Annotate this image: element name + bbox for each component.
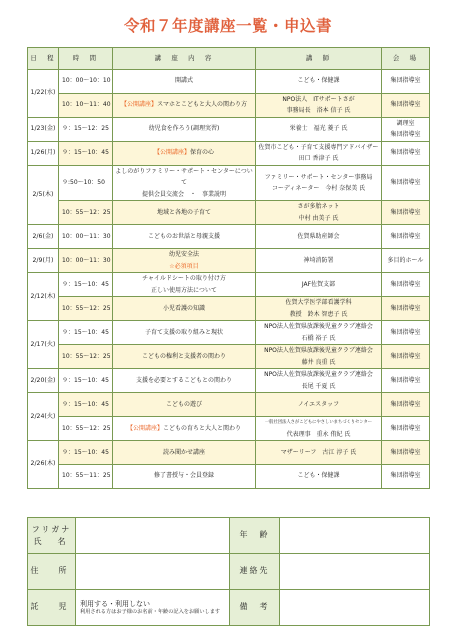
instructor-cell: 神埼消防署: [256, 249, 382, 273]
header-instructor: 講 師: [256, 48, 382, 70]
course-cell: チャイルドシートの取り付け方 正しい使用方法について: [113, 273, 256, 297]
header-time: 時 間: [59, 48, 113, 70]
instructor-cell: こども・保健課: [256, 465, 382, 489]
time-cell: ９：15～10：45: [59, 393, 113, 417]
address-field[interactable]: [76, 554, 230, 590]
time-cell: 10：10～11：40: [59, 93, 113, 117]
venue-cell: 集団指導室: [382, 417, 430, 441]
venue-cell: 集団指導室: [382, 70, 430, 94]
instructor-cell: 佐賀市こども・子育て支援専門アドバイザー 田口 香津子 氏: [256, 141, 382, 165]
instructor-cell: NPO法人佐賀県放課後児童クラブ連絡会 藤井 良重 氏: [256, 345, 382, 369]
childcare-option[interactable]: 利用する・利用しない: [80, 599, 150, 608]
course-cell: 幼児食を作ろう(調理実習): [113, 117, 256, 141]
venue-cell: 集団指導室: [382, 297, 430, 321]
schedule-table: [27, 47, 430, 489]
course-cell: こどもの権利と支援者の関わり: [113, 345, 256, 369]
time-cell: 10：55～12：25: [59, 297, 113, 321]
contact-field[interactable]: [280, 554, 430, 590]
course-cell: 【公開講座】保育の心: [113, 141, 256, 165]
venue-cell: 集団指導室: [382, 141, 430, 165]
date-cell: 2/20(金): [28, 369, 59, 393]
form-row-address: [28, 554, 430, 590]
header-course: 講 座 内 容: [113, 48, 256, 70]
venue-cell: 集団指導室: [382, 393, 430, 417]
table-row: [28, 141, 430, 165]
address-label: 住 所: [28, 554, 76, 590]
course-cell: こどもの遊び: [113, 393, 256, 417]
course-cell: 支援を必要とするこどもとの関わり: [113, 369, 256, 393]
date-cell: 2/26(木): [28, 441, 59, 489]
public-lecture-tag: 【公開講座】: [153, 149, 190, 157]
remarks-field[interactable]: [280, 590, 430, 626]
instructor-cell: さが多胎ネット 中村 由美子 氏: [256, 201, 382, 225]
table-row: [28, 117, 430, 141]
instructor-cell: ファミリー・サポート・センター事務局 コーディネーター 今村 奈保美 氏: [256, 165, 382, 201]
instructor-cell: 一般社団法人さがこどもにやさしいまちづくりセンター 代表理事 重永 侑紀 氏: [256, 417, 382, 441]
age-label: 年 齢: [230, 518, 280, 554]
date-cell: 2/17(火): [28, 321, 59, 369]
time-cell: ９：15～10：45: [59, 369, 113, 393]
course-cell: 修了書授与・会員登録: [113, 465, 256, 489]
public-lecture-tag: 【公開講座】: [126, 424, 163, 432]
course-cell: よしのがりファミリー・サポート・センターについて 提供会員交流会 ・ 事業説明: [113, 165, 256, 201]
page-title: 令和７年度講座一覧・申込書: [123, 17, 332, 35]
time-cell: 10：00～10：10: [59, 70, 113, 94]
course-cell: 読み聞かせ講座: [113, 441, 256, 465]
table-row: [28, 441, 430, 465]
time-cell: ９：15～10：45: [59, 321, 113, 345]
time-cell: ９：15～10：45: [59, 441, 113, 465]
childcare-field[interactable]: [76, 590, 230, 626]
course-cell: 【公開講座】こどもの育ちと大人と関わり: [113, 417, 256, 441]
table-row: [28, 273, 430, 297]
table-row: [28, 465, 430, 489]
time-cell: 10：55～11：25: [59, 465, 113, 489]
venue-cell: 集団指導室: [382, 321, 430, 345]
instructor-cell: NPO法人 ITサポートさが 事務局長 浴本 信子 氏: [256, 93, 382, 117]
venue-cell: 調理室 集団指導室: [382, 117, 430, 141]
time-cell: ９:50～10：50: [59, 165, 113, 201]
public-lecture-tag: 【公開講座】: [121, 101, 158, 109]
venue-cell: 集団指導室: [382, 441, 430, 465]
table-row: [28, 369, 430, 393]
date-cell: 2/24(火): [28, 393, 59, 441]
venue-cell: 集団指導室: [382, 273, 430, 297]
schedule-header-row: [28, 48, 430, 70]
date-cell: 2/9(月): [28, 249, 59, 273]
time-cell: ９：15～12：25: [59, 117, 113, 141]
date-cell: 2/5(木): [28, 165, 59, 225]
date-cell: 2/6(金): [28, 225, 59, 249]
remarks-label: 備 考: [230, 590, 280, 626]
instructor-cell: NPO法人佐賀県放課後児童クラブ連絡会 長尾 千夏 氏: [256, 369, 382, 393]
instructor-cell: 栄養士 福光 菱子 氏: [256, 117, 382, 141]
venue-cell: 多目的ホール: [382, 249, 430, 273]
age-field[interactable]: [280, 518, 430, 554]
course-cell: こどものお世話と母親支援: [113, 225, 256, 249]
time-cell: 10：00～11：30: [59, 225, 113, 249]
course-cell: 幼児安全法 ☆必須項目: [113, 249, 256, 273]
venue-cell: 集団指導室: [382, 93, 430, 117]
table-row: [28, 70, 430, 94]
venue-cell: 集団指導室: [382, 225, 430, 249]
table-row: [28, 165, 430, 201]
table-row: [28, 321, 430, 345]
time-cell: ９：15～10：45: [59, 273, 113, 297]
instructor-cell: NPO法人佐賀県放課後児童クラブ連絡会 石橋 裕子 氏: [256, 321, 382, 345]
course-cell: 子育て支援の取り組みと現状: [113, 321, 256, 345]
course-cell: 開講式: [113, 70, 256, 94]
childcare-label: 託 児: [28, 590, 76, 626]
date-cell: 1/26(月): [28, 141, 59, 165]
time-cell: 10：55～12：25: [59, 201, 113, 225]
time-cell: 10：55～12：25: [59, 417, 113, 441]
contact-label: 連絡先: [230, 554, 280, 590]
table-row: [28, 93, 430, 117]
table-row: [28, 225, 430, 249]
table-row: [28, 417, 430, 441]
time-cell: 10：55～12：25: [59, 345, 113, 369]
instructor-cell: ノイエスタッフ: [256, 393, 382, 417]
form-row-childcare: [28, 590, 430, 626]
course-cell: 地域と各地の子育て: [113, 201, 256, 225]
time-cell: ９：15～10：45: [59, 141, 113, 165]
date-cell: 2/12(木): [28, 273, 59, 321]
instructor-cell: JAF佐賀支部: [256, 273, 382, 297]
course-cell: 小児看護の知識: [113, 297, 256, 321]
required-tag: ☆必須項目: [169, 262, 199, 270]
venue-cell: 集団指導室: [382, 345, 430, 369]
date-cell: 1/22(水): [28, 70, 59, 118]
venue-cell: 集団指導室: [382, 465, 430, 489]
course-cell: 【公開講座】スマホとこどもと大人の関わり方: [113, 93, 256, 117]
header-venue: 会 場: [382, 48, 430, 70]
name-label: フリガナ 氏 名: [28, 518, 76, 554]
childcare-note: 利用される方はお子様のお名前・年齢の記入をお願いします: [80, 608, 221, 615]
venue-cell: 集団指導室: [382, 369, 430, 393]
name-field[interactable]: [76, 518, 230, 554]
table-row: [28, 249, 430, 273]
instructor-cell: マザーリーフ 古江 淳子 氏: [256, 441, 382, 465]
application-form: [27, 517, 430, 626]
table-row: [28, 345, 430, 369]
table-row: [28, 393, 430, 417]
instructor-cell: 佐賀大学医学部看護学科 教授 鈴木 智恵子 氏: [256, 297, 382, 321]
date-cell: 1/23(金): [28, 117, 59, 141]
table-row: [28, 201, 430, 225]
venue-cell: 集団指導室: [382, 165, 430, 201]
instructor-cell: 佐賀県助産師会: [256, 225, 382, 249]
instructor-cell: こども・保健課: [256, 70, 382, 94]
time-cell: 10：00～11：30: [59, 249, 113, 273]
header-date: 日 程: [28, 48, 59, 70]
venue-cell: 集団指導室: [382, 201, 430, 225]
table-row: [28, 297, 430, 321]
form-row-name: [28, 518, 430, 554]
